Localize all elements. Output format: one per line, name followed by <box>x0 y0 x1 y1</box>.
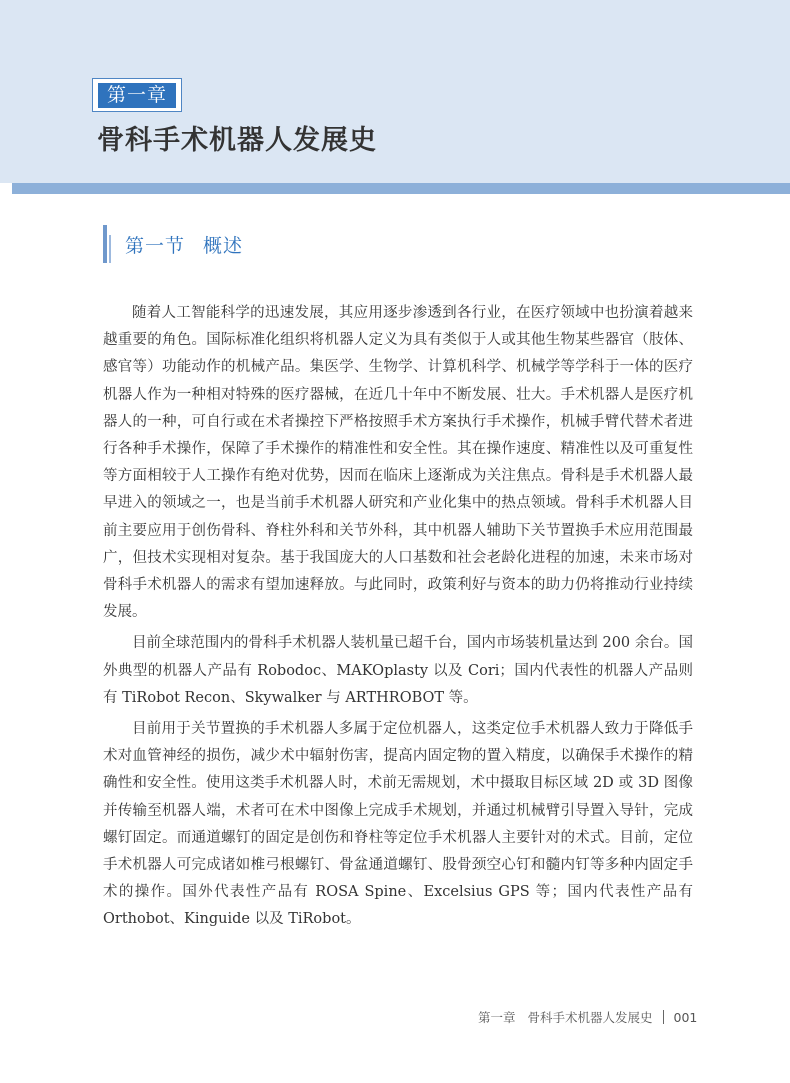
footer-divider <box>663 1010 664 1024</box>
page-footer <box>478 1008 697 1026</box>
paragraph: 目前用于关节置换的手术机器人多属于定位机器人，这类定位手术机器人致力于降低手术对血管神经的损伤，减少术中辐射伤害，提高内固定物的置入精度，以确保手术操作的精确性和安全性。使用这类手术机器人时，术前无需规划，术中摄取目标区域 2D 或 3D 图像并传输至机器人端，术者可在术中图像上完成手术规划，并通过机械臂引导置入导针，完成螺钉固定。而通道螺钉的固定是创伤和脊柱等定位手术机器人主要针对的术式。目前，定位手术机器人可完成诸如椎弓根螺钉、骨盆通道螺钉、股骨颈空心钉和髓内钉等多种内固定手术的操作。国外代表性产品有 ROSA Spine、Excelsius GPS 等；国内代表性产品有 Orthobot、Kinguide 以及 TiRobot。 <box>103 721 693 928</box>
section-heading <box>125 231 243 258</box>
section-marker <box>103 225 107 263</box>
chapter-badge <box>92 78 182 112</box>
paragraph: 随着人工智能科学的迅速发展，其应用逐步渗透到各行业，在医疗领域中也扮演着越来越重要的角色。国际标准化组织将机器人定义为具有类似于人或其他生物某些器官（肢体、感官等）功能动作的机械产品。集医学、生物学、计算机科学、机械学等学科于一体的医疗机器人作为一种相对特殊的医疗器械，在近几十年中不断发展、壮大。手术机器人是医疗机器人的一种，可自行或在术者操控下严格按照手术方案执行手术操作，机械手臂代替术者进行各种手术操作，保障了手术操作的精准性和安全性。其在操作速度、精准性以及可重复性等方面相较于人工操作有绝对优势，因而在临床上逐渐成为关注焦点。骨科是手术机器人最早进入的领域之一，也是当前手术机器人研究和产业化集中的热点领域。骨科手术机器人目前主要应用于创伤骨科、脊柱外科和关节外科，其中机器人辅助下关节置换手术应用范围最广，但技术实现相对复杂。基于我国庞大的人口基数和社会老龄化进程的加速，未来市场对骨科手术机器人的需求有望加速释放。与此同时，政策利好与资本的助力仍将推动行业持续发展。 <box>103 305 693 621</box>
section-marker-secondary <box>109 235 111 263</box>
paragraph: 目前全球范围内的骨科手术机器人装机量已超千台，国内市场装机量达到 200 余台。国外典型的机器人产品有 Robodoc、MAKOplasty 以及 Cori；国内代表性的机器人产品则有 TiRobot Recon、Skywalker 与 ARTHROBOT 等。 <box>103 635 693 706</box>
body-text <box>103 300 693 934</box>
section-number: 第一节 <box>125 235 186 257</box>
section-title: 概述 <box>203 235 244 257</box>
header-stripe <box>12 183 790 194</box>
page-number: 001 <box>673 1010 698 1025</box>
chapter-label: 第一章 <box>98 83 176 108</box>
footer-chapter: 第一章 <box>478 1010 516 1025</box>
chapter-title: 骨科手术机器人发展史 <box>97 125 377 156</box>
footer-title: 骨科手术机器人发展史 <box>527 1010 653 1025</box>
